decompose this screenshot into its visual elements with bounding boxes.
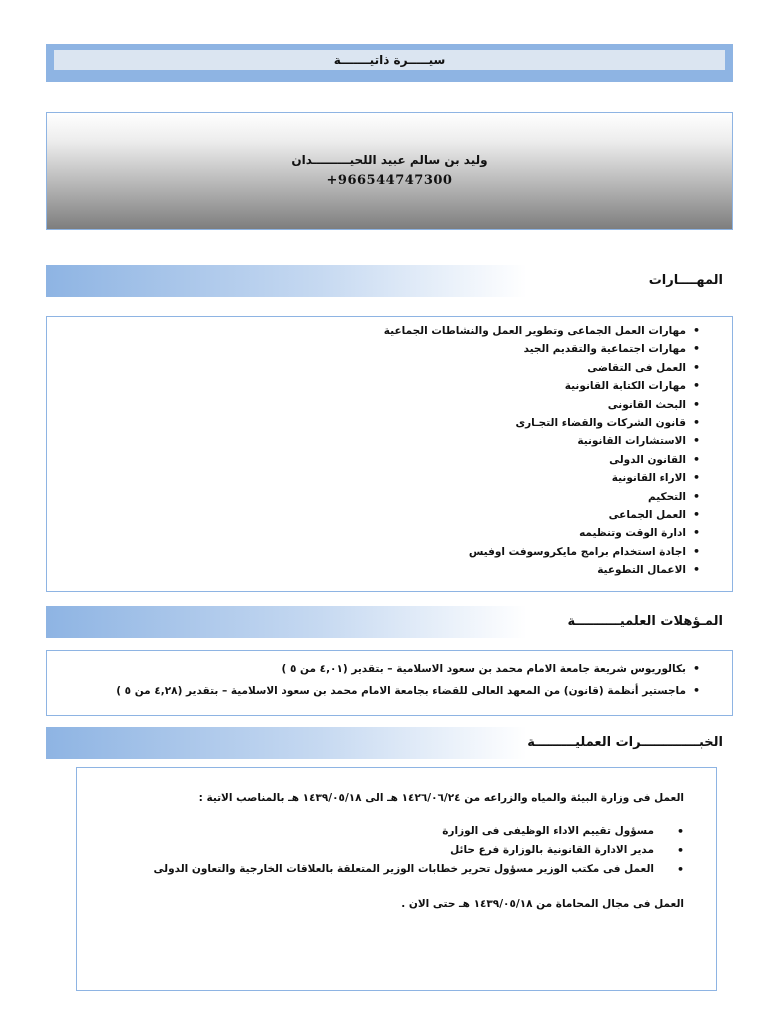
list-item: • بكالوريوس شريعة جامعة الامام محمد بن سعود الاسلامية – بتقدير (٤,٠١ من ٥ ) <box>47 658 732 680</box>
skills-heading: المهــــارات <box>46 265 733 297</box>
list-item: • قانون الشركات والقضاء التجـارى <box>47 414 732 432</box>
list-item: • اجادة استخدام برامج مايكروسوفت اوفيس <box>47 543 732 561</box>
list-item: • الاستشارات القانونية <box>47 432 732 450</box>
list-item: • العمل الجماعى <box>47 506 732 524</box>
list-item: • مهارات اجتماعية والتقديم الجيد <box>47 340 732 358</box>
list-item: • مهارات العمل الجماعى وتطوير العمل والنشاطات الجماعية <box>47 322 732 340</box>
experience-intro: العمل فى وزارة البيئة والمياه والزراعه من ١٤٢٦/٠٦/٢٤ هـ الى ١٤٣٩/٠٥/١٨ هـ بالمناصب الاتية : <box>198 792 684 804</box>
skills-box <box>46 316 733 592</box>
qualifications-heading: المـؤهلات العلميــــــــــة <box>46 606 733 638</box>
person-name: وليد بن سالم عبيد اللحيـــــــــدان <box>291 153 488 167</box>
list-item: • العمل فى التقاضى <box>47 359 732 377</box>
list-item: • مهارات الكتابة القانونية <box>47 377 732 395</box>
list-item: • ادارة الوقت وتنظيمه <box>47 524 732 542</box>
document-title: سيـــــرة ذاتيـــــــة <box>54 50 725 70</box>
list-item: • التحكيم <box>47 488 732 506</box>
title-bar <box>46 44 733 82</box>
list-item: • مسؤول تقييم الاداء الوظيفى فى الوزارة <box>77 822 716 841</box>
person-phone: +966544747300 <box>326 173 453 188</box>
list-item: • الاعمال التطوعية <box>47 561 732 579</box>
list-item: • العمل فى مكتب الوزير مسؤول تحرير خطابات الوزير المتعلقة بالعلاقات الخارجية والتعاون الدولى <box>77 860 716 879</box>
positions-list <box>77 822 716 879</box>
personal-info-box <box>46 112 733 230</box>
qualifications-box <box>46 650 733 716</box>
experience-box <box>76 767 717 991</box>
list-item: • القانون الدولى <box>47 451 732 469</box>
list-item: • مدير الادارة القانونية بالوزارة فرع حائل <box>77 841 716 860</box>
list-item: • ماجستير أنظمة (قانون) من المعهد العالى للقضاء بجامعة الامام محمد بن سعود الاسلامية – بتقدير (٤,٢٨ من ٥ ) <box>47 680 732 702</box>
experience-current: العمل فى مجال المحاماة من ١٤٣٩/٠٥/١٨ هـ حتى الان . <box>401 898 684 910</box>
list-item: • الاراء القانونية <box>47 469 732 487</box>
list-item: • البحث القانونى <box>47 396 732 414</box>
skills-list <box>47 322 732 580</box>
experience-heading: الخبـــــــــــــرات العمليـــــــــة <box>46 727 733 759</box>
qualifications-list <box>47 658 732 702</box>
